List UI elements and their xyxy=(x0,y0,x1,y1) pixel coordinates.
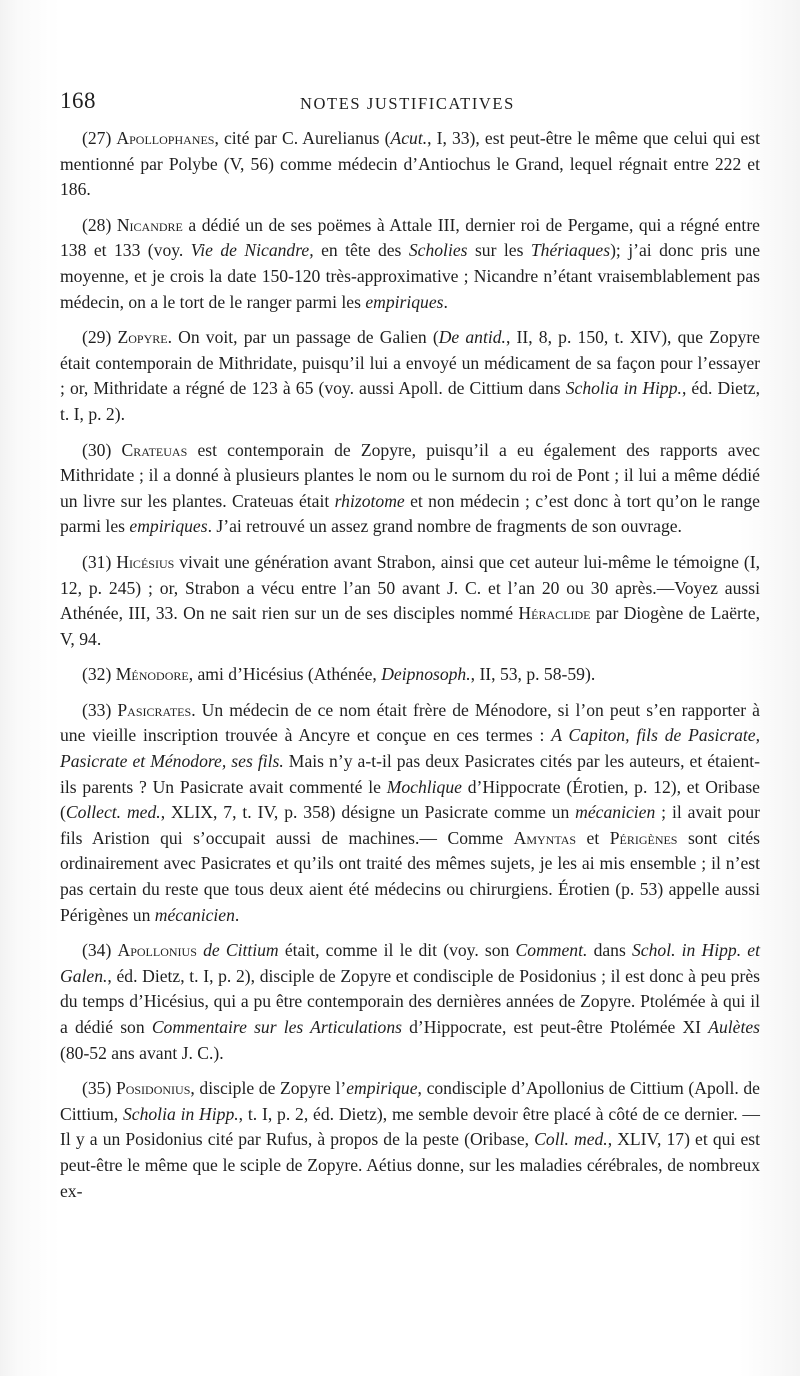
note-text: est contemporain de Zopyre, puisqu’il a eu également des rapports avec Mithridate ; il a donné à plusieurs plantes le nom ou le surnom du roi de Pont ; il lui a même dédié un livre sur les plantes. Crateuas était xyxy=(60,439,760,511)
note-text: (27) xyxy=(82,128,117,148)
note-text: a dédié un de ses poëmes à Attale III, dernier roi de Pergame, qui a régné entre 138 et 133 (voy. xyxy=(60,214,760,261)
note-paragraph xyxy=(60,126,760,203)
note-text: (30) xyxy=(82,439,122,460)
note-text: (29) xyxy=(82,327,118,348)
italic-term: Acut. xyxy=(390,128,428,148)
note-text: vivait une génération avant Strabon, ainsi que cet auteur lui-même le témoigne (I, 12, p. 245) ; or, Strabon a vécu entre l’an 50 avant J. C. et l’an 20 ou 30 après.—Voyez aussi Athénée, III, 33. On ne sait rien sur un de ses disciples nommé xyxy=(60,551,760,624)
italic-term: rhizotome xyxy=(334,490,405,511)
note-paragraph xyxy=(60,662,760,688)
note-text: , éd. Dietz, t. I, p. 2). xyxy=(60,378,760,424)
note-text: . On voit, par un passage de Galien ( xyxy=(167,327,439,348)
italic-term: de Cittium xyxy=(203,940,279,961)
note-text: ; il avait pour fils Aristion qui s’occupait aussi de machines.— Comme xyxy=(60,802,760,848)
italic-term: Mochlique xyxy=(386,776,462,797)
note-text: . J’ai retrouvé un assez grand nombre de fragments de son ouvrage. xyxy=(207,516,682,537)
italic-term: Scholia in Hipp. xyxy=(565,378,682,399)
note-text: était, comme il le dit (voy. son xyxy=(278,940,516,961)
note-paragraph xyxy=(60,550,760,652)
note-text: , disciple de Zopyre l’ xyxy=(190,1078,347,1099)
name-smallcaps: Crateuas xyxy=(121,439,188,460)
note-paragraph xyxy=(60,325,760,427)
name-smallcaps: Zopyre xyxy=(117,327,168,348)
note-text: , ami d’Hicésius (Athénée, xyxy=(188,664,382,685)
italic-term: Aulètes xyxy=(708,1017,760,1037)
italic-term: mécanicien xyxy=(154,904,235,925)
note-paragraph xyxy=(60,938,760,1066)
name-smallcaps: Pasicrates xyxy=(117,699,192,720)
note-text: (31) xyxy=(82,551,117,572)
italic-term: Scholia in Hipp. xyxy=(122,1103,239,1124)
note-text: Mais n’y a-t-il pas deux Pasicrates cités par les auteurs, et étaient-ils parents ? Un Pasicrate avait commenté le xyxy=(60,751,760,797)
note-text: (28) xyxy=(82,214,117,235)
italic-term: Deipnosoph. xyxy=(381,664,471,685)
note-text: et non médecin ; c’est donc à tort qu’on le range parmi les xyxy=(60,490,760,537)
italic-term: mécanicien xyxy=(575,802,656,823)
note-text: d’Hippocrate, est peut-être Ptolémée XI xyxy=(401,1017,709,1037)
italic-term: Coll. med. xyxy=(534,1129,608,1150)
name-smallcaps: Héraclide xyxy=(518,603,591,624)
running-head: NOTES JUSTIFICATIVES xyxy=(300,94,515,113)
note-text: , XLIX, 7, t. IV, p. 358) désigne un Pasicrate comme un xyxy=(160,802,576,823)
note-paragraph xyxy=(60,213,760,315)
italic-term: Collect. med. xyxy=(65,802,161,823)
note-text: par Diogène de Laërte, V, 94. xyxy=(60,603,760,649)
name-smallcaps: Amyntas xyxy=(513,827,577,848)
italic-term: Commentaire sur les Articulations xyxy=(151,1017,402,1037)
note-text: (32) xyxy=(82,664,116,685)
name-smallcaps: Nicandre xyxy=(116,214,183,235)
italic-term: empiriques xyxy=(129,516,208,537)
page-number: 168 xyxy=(60,88,96,113)
name-smallcaps: Posidonius xyxy=(115,1078,191,1099)
note-text: . xyxy=(234,904,240,925)
note-text: et xyxy=(576,827,610,848)
name-smallcaps: Hicésius xyxy=(116,551,175,572)
note-text: . xyxy=(443,291,448,312)
note-text: (80-52 ans avant J. C.). xyxy=(60,1042,224,1063)
page-header xyxy=(60,88,760,118)
italic-term: Scholies xyxy=(408,240,468,261)
name-smallcaps: Périgènes xyxy=(609,827,678,848)
note-text: , XLIV, 17) et qui est peut-être le même que le sciple de Zopyre. Aétius donne, sur les maladies cérébrales, de nombreux ex- xyxy=(60,1129,760,1201)
italic-term: De antid. xyxy=(438,327,506,348)
name-smallcaps: Ménodore xyxy=(115,664,189,685)
name-smallcaps: Apollonius xyxy=(117,940,197,961)
note-text: d’Hippocrate (Érotien, p. 12), et Oribase ( xyxy=(60,776,760,823)
note-text: (34) xyxy=(82,940,118,961)
italic-term: empiriques xyxy=(365,291,444,312)
note-text: , condisciple d’Apollonius de Cittium (Apoll. de Cittium, xyxy=(60,1078,760,1124)
note-paragraph xyxy=(60,438,760,540)
note-text: , I, 33), est peut-être le même que celui qui est mentionné par Polybe (V, 56) comme médecin d’Antiochus le Grand, lequel régnait entre 222 et 186. xyxy=(60,128,760,200)
notes-body xyxy=(60,126,760,1214)
italic-term: Schol. in Hipp. et Galen. xyxy=(60,940,760,986)
italic-term: Comment. xyxy=(515,940,588,961)
note-paragraph xyxy=(60,1076,760,1204)
note-text: dans xyxy=(587,940,632,961)
note-text: (33) xyxy=(82,699,118,720)
note-text: , éd. Dietz, t. I, p. 2), disciple de Zopyre et condisciple de Posidonius ; il est donc à peu près du temps d’Hicésius, qui a pu être contemporain des dernières années de Zopyre. Ptolémée à qui il a dédié son xyxy=(60,965,760,1037)
italic-term: Thériaques xyxy=(530,240,611,261)
italic-term: A Capiton, fils de Pasicrate, Pasicrate et Ménodore, ses fils. xyxy=(60,725,760,772)
name-smallcaps: Apollophanes xyxy=(116,128,215,148)
note-paragraph xyxy=(60,698,760,928)
note-text: , II, 8, p. 150, t. XIV), que Zopyre était contemporain de Mithridate, puisqu’il lui a envoyé un médicament de sa façon pour l’essayer ; or, Mithridate a régné de 123 à 65 (voy. aussi Apoll. de Cittium dans xyxy=(60,327,760,399)
note-text: , II, 53, p. 58-59). xyxy=(470,664,596,685)
note-text: . Un médecin de ce nom était frère de Ménodore, si l’on peut s’en rapporter à une vieille inscription trouvée à Ancyre et conçue en ces termes : xyxy=(60,699,760,746)
note-text: en tête des xyxy=(313,240,409,261)
note-text: ); j’ai donc pris une moyenne, et je crois la date 150-120 très-approximative ; Nicandre n’étant vraisemblablement pas médecin, on a le tort de le ranger parmi les xyxy=(60,240,761,312)
note-text: sur les xyxy=(467,240,531,261)
italic-term: Vie de Nicandre, xyxy=(190,240,314,261)
italic-term: empirique xyxy=(346,1078,418,1099)
note-text: , t. I, p. 2, éd. Dietz), me semble devoir être placé à côté de ce dernier. — Il y a un Posidonius cité par Rufus, à propos de la peste (Oribase, xyxy=(60,1103,760,1150)
note-text: , cité par C. Aurelianus ( xyxy=(214,128,391,148)
note-text: (35) xyxy=(82,1078,116,1099)
note-text: sont cités ordinairement avec Pasicrates et qu’ils ont traité des mêmes sujets, je les ai mis ensemble ; il n’est pas certain du reste que tous deux aient été médecins ou chirurgiens. Érotien (p. 53) appelle aussi Périgènes un xyxy=(60,827,760,925)
